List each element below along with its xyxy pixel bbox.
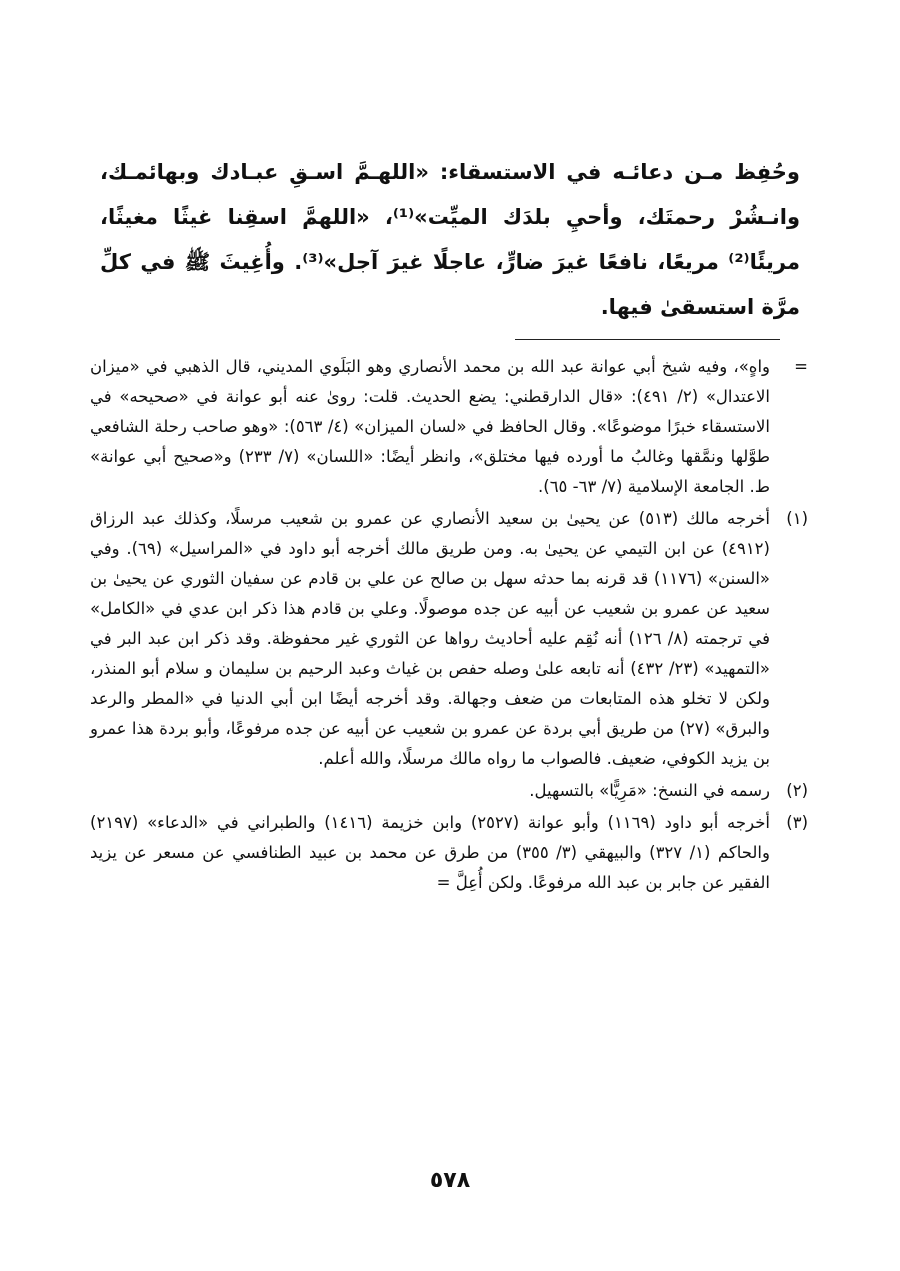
footnotes-section <box>90 352 808 900</box>
footnote-text: رسمه في النسخ: «مَرِيًّا» بالتسهيل. <box>529 781 770 800</box>
footnote-divider <box>515 339 780 340</box>
footnote-marker: (١) <box>786 509 808 528</box>
footnote-2 <box>90 776 808 806</box>
continuation-text: واهٍ»، وفيه شيخ أبي عوانة عبد الله بن محمد الأنصاري وهو البَلَوي المديني، قال الذهبي في «ميزان الاعتدال» (٢/ ٤٩١): «قال الدارقطني: يضع الحديث. قلت: روىٰ عنه أبو عوانة في «صحيحه» في الاستسقاء خبرًا موضوعًا». وقال الحافظ في «لسان الميزان» (٤/ ٥٦٣): «وهو صاحب رحلة الشافعي طوَّلها ونمَّقها وغالبُ ما أورده فيها مختلق»، وانظر أيضًا: «اللسان» (٧/ ٢٣٣) و«صحيح أبي عوانة» ط. الجامعة الإسلامية (٧/ ٦٣- ٦٥). <box>90 357 771 496</box>
page-number: ٥٧٨ <box>429 1168 471 1193</box>
continuation-marker: = <box>794 357 808 376</box>
footnote-text: أخرجه أبو داود (١١٦٩) وأبو عوانة (٢٥٢٧) وابن خزيمة (١٤١٦) والطبراني في «الدعاء» (٢١٩٧) والحاكم (١/ ٣٢٧) والبيهقي (٣/ ٣٥٥) من طرق عن محمد بن عبيد الطنافسي عن مسعر عن يزيد الفقير عن جابر بن عبد الله مرفوعًا. ولكن أُعِلَّ = <box>90 813 770 892</box>
footnote-continuation <box>90 352 808 502</box>
main-body-text <box>100 150 800 330</box>
footnote-text: أخرجه مالك (٥١٣) عن يحيىٰ بن سعيد الأنصاري عن عمرو بن شعيب مرسلًا، وكذلك عبد الرزاق (٤٩١٢) عن ابن التيمي عن يحيىٰ به. ومن طريق مالك أخرجه أبو داود في «المراسيل» (٦٩). وفي «السنن» (١١٧٦) قد قرنه بما حدثه سهل بن صالح عن علي بن قادم عن سفيان الثوري عن يحيىٰ بن سعيد عن عمرو بن شعيب عن أبيه عن جده موصولًا. وعلي بن قادم هذا ذكر ابن عدي في «الكامل» في ترجمته (٨/ ١٢٦) أنه نُقِم عليه أحاديث رواها عن الثوري غير محفوظة. وقد ذكر ابن عبد البر في «التمهيد» (٢٣/ ٤٣٢) أنه تابعه علىٰ وصله حفص بن غياث وعبد الرحيم بن سليمان و سلام أبو المنذر، ولكن لا تخلو هذه المتابعات من ضعف وجهالة. وقد أخرجه أيضًا ابن أبي الدنيا في «المطر والرعد والبرق» (٢٧) من طريق أبي بردة عن عمرو بن شعيب عن أبيه عن جده مرفوعًا، وأبو بردة هذا عمرو بن يزيد الكوفي، ضعيف. فالصواب ما رواه مالك مرسلًا، والله أعلم. <box>90 509 770 768</box>
footnote-marker: (٢) <box>786 781 808 800</box>
footnote-marker: (٣) <box>786 813 808 832</box>
footnote-1 <box>90 504 808 774</box>
main-paragraph: وحُفِظ مـن دعائـه في الاستسقاء: «اللهـمَّ اسـقِ عبـادك وبهائمـك، وانـشُرْ رحمتَك، وأحيِ بلدَك الميِّت»⁽¹⁾، «اللهمَّ اسقِنا غيثًا مغيثًا، مريئًا⁽²⁾ مريعًا، نافعًا غيرَ ضارٍّ، عاجلًا غيرَ آجل»⁽³⁾. وأُغِيثَ ﷺ في كلِّ مرَّة استسقىٰ فيها. <box>100 160 800 319</box>
footnote-3 <box>90 808 808 898</box>
